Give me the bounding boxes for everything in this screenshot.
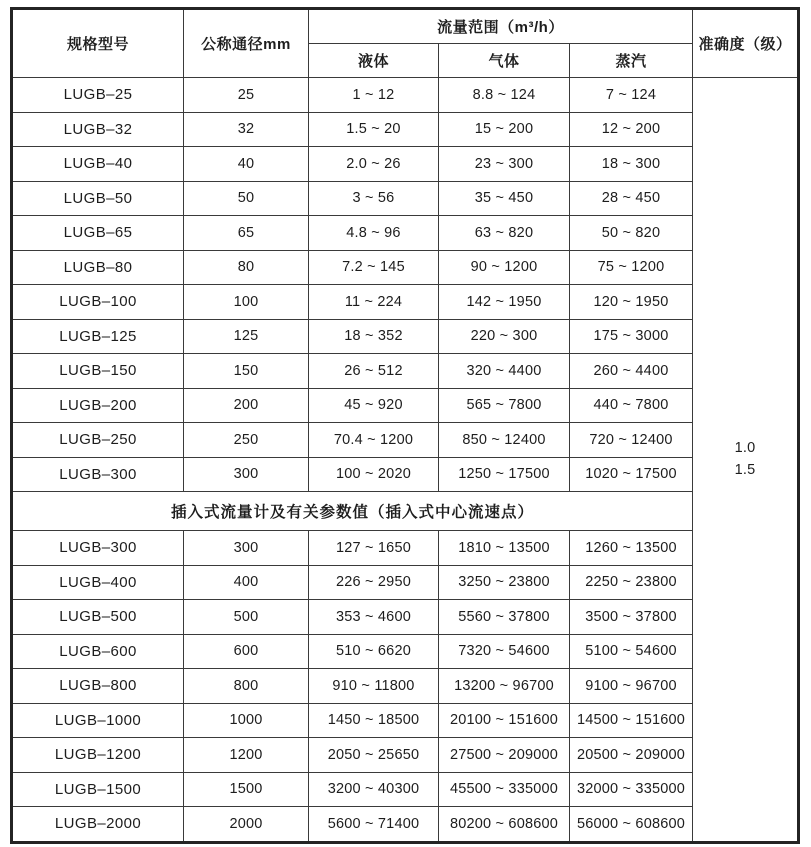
flow-meter-spec-table [10,7,800,844]
dn-cell: 200 [184,388,309,423]
accuracy-cell [693,78,799,843]
steam-cell: 1020 ~ 17500 [570,457,693,492]
header-accuracy: 准确度（级） [693,9,799,78]
table-row [12,181,799,216]
steam-cell: 2250 ~ 23800 [570,565,693,600]
table-row [12,738,799,773]
model-cell: LUGB–125 [12,319,184,354]
dn-cell: 32 [184,112,309,147]
insertion-section-row [12,492,799,531]
gas-cell: 3250 ~ 23800 [439,565,570,600]
model-cell: LUGB–250 [12,423,184,458]
table-row [12,807,799,843]
table-row [12,354,799,389]
gas-cell: 850 ~ 12400 [439,423,570,458]
steam-cell: 175 ~ 3000 [570,319,693,354]
model-cell: LUGB–400 [12,565,184,600]
gas-cell: 23 ~ 300 [439,147,570,182]
model-cell: LUGB–1000 [12,703,184,738]
model-cell: LUGB–25 [12,78,184,113]
gas-cell: 63 ~ 820 [439,216,570,251]
gas-cell: 8.8 ~ 124 [439,78,570,113]
dn-cell: 150 [184,354,309,389]
model-cell: LUGB–32 [12,112,184,147]
table-row [12,388,799,423]
model-cell: LUGB–500 [12,600,184,635]
liquid-cell: 26 ~ 512 [309,354,439,389]
model-cell: LUGB–100 [12,285,184,320]
model-cell: LUGB–600 [12,634,184,669]
table-row [12,112,799,147]
steam-cell: 14500 ~ 151600 [570,703,693,738]
steam-cell: 18 ~ 300 [570,147,693,182]
liquid-cell: 45 ~ 920 [309,388,439,423]
header-model: 规格型号 [12,9,184,78]
model-cell: LUGB–300 [12,531,184,566]
liquid-cell: 127 ~ 1650 [309,531,439,566]
dn-cell: 25 [184,78,309,113]
gas-cell: 142 ~ 1950 [439,285,570,320]
gas-cell: 1810 ~ 13500 [439,531,570,566]
table-row [12,669,799,704]
steam-cell: 56000 ~ 608600 [570,807,693,843]
gas-cell: 80200 ~ 608600 [439,807,570,843]
dn-cell: 600 [184,634,309,669]
table-row [12,531,799,566]
model-cell: LUGB–1200 [12,738,184,773]
steam-cell: 28 ~ 450 [570,181,693,216]
liquid-cell: 510 ~ 6620 [309,634,439,669]
header-nominal-diameter: 公称通径mm [184,9,309,78]
table-row [12,600,799,635]
gas-cell: 320 ~ 4400 [439,354,570,389]
accuracy-value: 1.5 [734,462,756,479]
liquid-cell: 226 ~ 2950 [309,565,439,600]
model-cell: LUGB–300 [12,457,184,492]
steam-cell: 440 ~ 7800 [570,388,693,423]
table-row [12,78,799,113]
steam-cell: 3500 ~ 37800 [570,600,693,635]
dn-cell: 250 [184,423,309,458]
steam-cell: 20500 ~ 209000 [570,738,693,773]
table-row [12,634,799,669]
table-body [12,78,799,843]
model-cell: LUGB–50 [12,181,184,216]
gas-cell: 5560 ~ 37800 [439,600,570,635]
liquid-cell: 2.0 ~ 26 [309,147,439,182]
liquid-cell: 11 ~ 224 [309,285,439,320]
steam-cell: 5100 ~ 54600 [570,634,693,669]
liquid-cell: 1 ~ 12 [309,78,439,113]
steam-cell: 7 ~ 124 [570,78,693,113]
table-row [12,703,799,738]
dn-cell: 500 [184,600,309,635]
dn-cell: 2000 [184,807,309,843]
gas-cell: 7320 ~ 54600 [439,634,570,669]
dn-cell: 65 [184,216,309,251]
accuracy-value: 1.0 [734,439,756,456]
gas-cell: 1250 ~ 17500 [439,457,570,492]
table-row [12,772,799,807]
gas-cell: 13200 ~ 96700 [439,669,570,704]
table-row [12,216,799,251]
liquid-cell: 4.8 ~ 96 [309,216,439,251]
liquid-cell: 70.4 ~ 1200 [309,423,439,458]
liquid-cell: 910 ~ 11800 [309,669,439,704]
model-cell: LUGB–1500 [12,772,184,807]
steam-cell: 50 ~ 820 [570,216,693,251]
gas-cell: 90 ~ 1200 [439,250,570,285]
table-row [12,147,799,182]
steam-cell: 260 ~ 4400 [570,354,693,389]
dn-cell: 1200 [184,738,309,773]
gas-cell: 27500 ~ 209000 [439,738,570,773]
model-cell: LUGB–2000 [12,807,184,843]
steam-cell: 75 ~ 1200 [570,250,693,285]
gas-cell: 565 ~ 7800 [439,388,570,423]
table-row [12,457,799,492]
dn-cell: 80 [184,250,309,285]
steam-cell: 9100 ~ 96700 [570,669,693,704]
steam-cell: 12 ~ 200 [570,112,693,147]
dn-cell: 1000 [184,703,309,738]
dn-cell: 100 [184,285,309,320]
header-liquid: 液体 [309,44,439,78]
dn-cell: 400 [184,565,309,600]
header-row-1 [12,9,799,44]
gas-cell: 35 ~ 450 [439,181,570,216]
liquid-cell: 2050 ~ 25650 [309,738,439,773]
liquid-cell: 7.2 ~ 145 [309,250,439,285]
header-gas: 气体 [439,44,570,78]
dn-cell: 300 [184,531,309,566]
table-row [12,285,799,320]
dn-cell: 300 [184,457,309,492]
liquid-cell: 1450 ~ 18500 [309,703,439,738]
table-row [12,250,799,285]
liquid-cell: 353 ~ 4600 [309,600,439,635]
liquid-cell: 3200 ~ 40300 [309,772,439,807]
model-cell: LUGB–65 [12,216,184,251]
dn-cell: 50 [184,181,309,216]
gas-cell: 220 ~ 300 [439,319,570,354]
model-cell: LUGB–80 [12,250,184,285]
steam-cell: 720 ~ 12400 [570,423,693,458]
gas-cell: 20100 ~ 151600 [439,703,570,738]
dn-cell: 40 [184,147,309,182]
liquid-cell: 3 ~ 56 [309,181,439,216]
model-cell: LUGB–40 [12,147,184,182]
table-header [12,9,799,78]
liquid-cell: 100 ~ 2020 [309,457,439,492]
dn-cell: 125 [184,319,309,354]
steam-cell: 1260 ~ 13500 [570,531,693,566]
insertion-section-label: 插入式流量计及有关参数值（插入式中心流速点） [12,492,693,531]
table-row [12,423,799,458]
table-row [12,319,799,354]
header-steam: 蒸汽 [570,44,693,78]
model-cell: LUGB–150 [12,354,184,389]
model-cell: LUGB–800 [12,669,184,704]
gas-cell: 15 ~ 200 [439,112,570,147]
steam-cell: 120 ~ 1950 [570,285,693,320]
steam-cell: 32000 ~ 335000 [570,772,693,807]
gas-cell: 45500 ~ 335000 [439,772,570,807]
table-row [12,565,799,600]
dn-cell: 800 [184,669,309,704]
header-flow-range: 流量范围（m³/h） [309,9,693,44]
dn-cell: 1500 [184,772,309,807]
liquid-cell: 18 ~ 352 [309,319,439,354]
liquid-cell: 1.5 ~ 20 [309,112,439,147]
model-cell: LUGB–200 [12,388,184,423]
liquid-cell: 5600 ~ 71400 [309,807,439,843]
